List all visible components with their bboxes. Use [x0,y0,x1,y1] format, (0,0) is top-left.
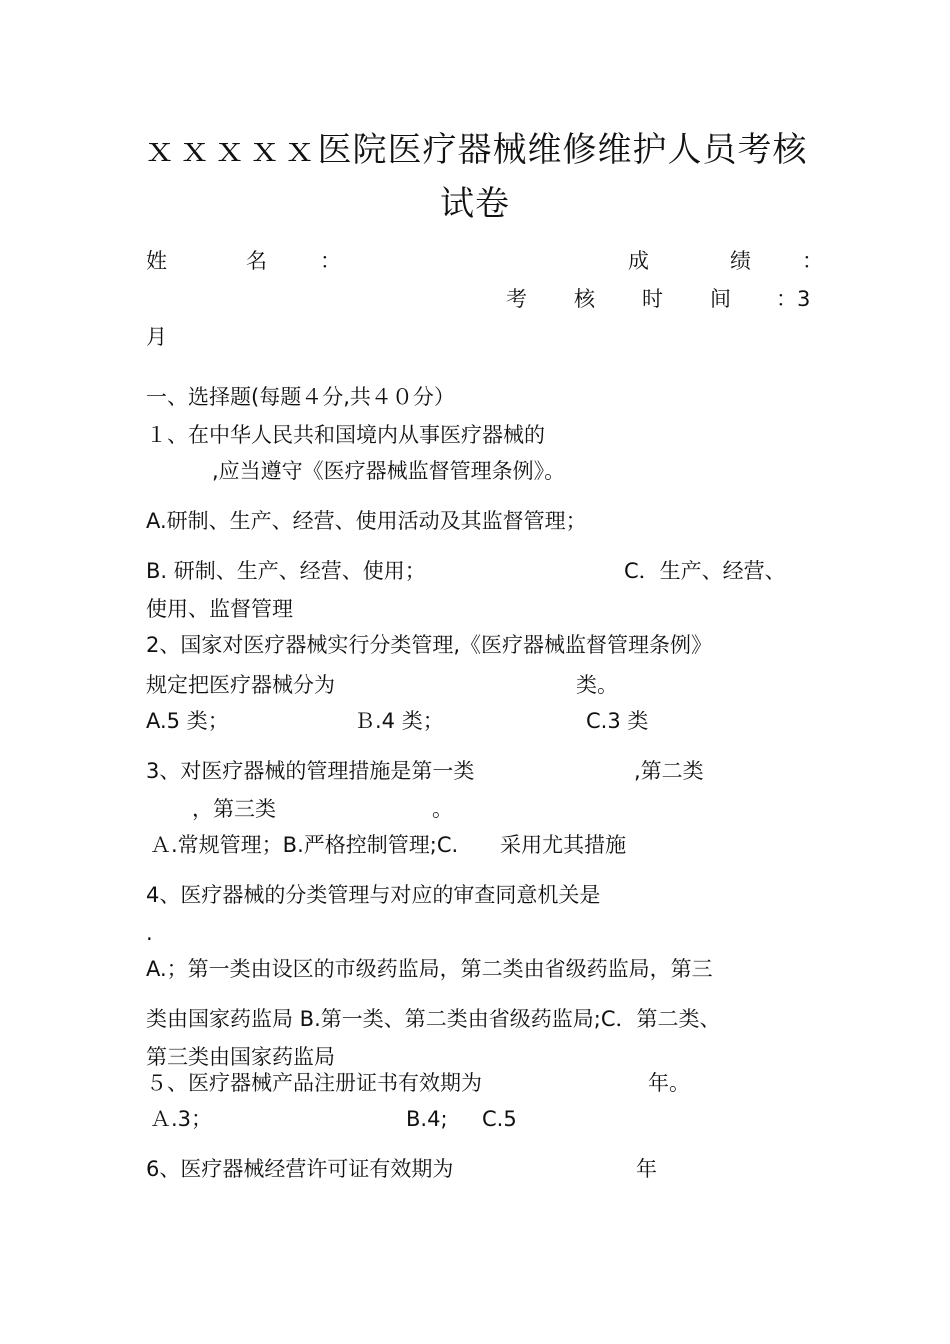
q5-option-a: Ａ.3； [150,1107,213,1131]
q3-line1-end: ,第二类 [634,759,704,783]
name-label-colon: ： [320,249,341,273]
score-label-char-2: 绩 [730,249,751,273]
time-label-value: ：3 [776,287,811,311]
q1-line1: １、在中华人民共和国境内从事医疗器械的 [146,423,545,447]
score-label-colon: ： [802,249,823,273]
q3-options: Ａ.常规管理；B.严格控制管理;C. 采用尤其措施 [150,833,627,857]
time-label-char-3: 时 [642,287,663,311]
q1-option-c-continued: 使用、监督管理 [146,597,293,621]
q2-line2-end: 类。 [576,673,618,697]
q5-line1-end: 年。 [648,1071,690,1095]
q4-option-line-c: 第三类由国家药监局 [146,1045,335,1069]
q4-option-line-b: 类由国家药监局 B.第一类、第二类由省级药监局;C．第二类、 [146,1007,721,1031]
q3-line2-end: 。 [432,797,453,821]
q4-dot: . [146,921,153,945]
q5-line1: ５、医疗器械产品注册证书有效期为 [146,1071,482,1095]
q5-option-b: B.4; [406,1107,448,1131]
time-label-char-4: 间 [710,287,731,311]
q1-option-a: A.研制、生产、经营、使用活动及其监督管理； [146,509,587,533]
q1-option-c: C．生产、经营、 [624,559,786,583]
time-label-char-2: 核 [574,287,595,311]
q2-option-c: C.3 类 [586,709,649,733]
score-label-char-1: 成 [628,249,649,273]
q5-option-c: C.5 [482,1107,517,1131]
q6-line1: 6、医疗器械经营许可证有效期为 [146,1157,454,1181]
time-month: 月 [146,325,167,349]
name-label-char-2: 名 [246,249,267,273]
q2-line1: 2、国家对医疗器械实行分类管理,《医疗器械监督管理条例》 [146,633,713,657]
name-label-char-1: 姓 [146,249,167,273]
exam-title-line2: 试卷 [440,184,510,224]
time-label-char-1: 考 [506,287,527,311]
q1-option-b: B. 研制、生产、经营、使用； [146,559,426,583]
q2-line2: 规定把医疗器械分为 [146,673,335,697]
q1-line2: ,应当遵守《医疗器械监督管理条例》。 [212,459,566,483]
q2-option-b: Ｂ.4 类； [354,709,444,733]
q4-line1: 4、医疗器械的分类管理与对应的审查同意机关是 [146,883,601,907]
q3-line1: 3、对医疗器械的管理措施是第一类 [146,759,475,783]
exam-title-line1: ｘｘｘｘｘ医院医疗器械维修维护人员考核 [142,130,808,170]
q2-option-a: A.5 类； [146,709,229,733]
q4-option-line-a: A.；第一类由设区的市级药监局，第二类由省级药监局，第三 [146,957,713,981]
section-heading: 一、选择题(每题４分,共４０分） [146,385,455,409]
q6-line1-end: 年 [636,1157,657,1181]
q3-line2: ，第三类 [192,797,276,821]
